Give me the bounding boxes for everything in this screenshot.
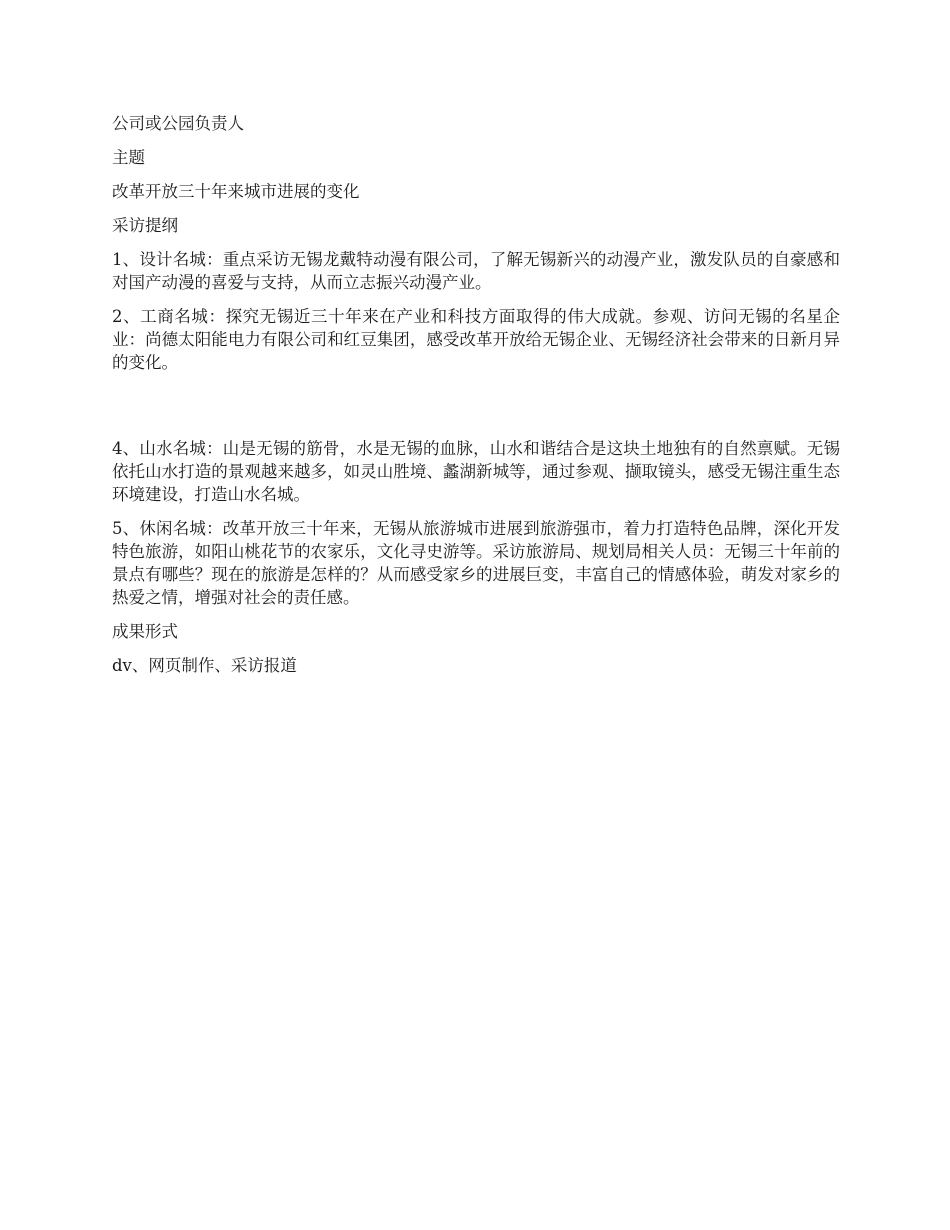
outline-item-4: 4、山水名城：山是无锡的筋骨，水是无锡的血脉，山水和谐结合是这块土地独有的自然禀赋。无锡依托山水打造的景观越来越多，如灵山胜境、蠡湖新城等，通过参观、撷取镜头，感受无锡注重生态环境建设，打造山水名城。	[112, 439, 840, 504]
result-heading: 成果形式	[112, 622, 178, 641]
topic-text: 改革开放三十年来城市进展的变化	[112, 182, 360, 201]
outline-heading: 采访提纲	[112, 216, 178, 235]
topic-heading: 主题	[112, 148, 145, 167]
blank-gap	[112, 385, 840, 437]
outline-item-1: 1、设计名城：重点采访无锡龙戴特动漫有限公司，了解无锡新兴的动漫产业，激发队员的自豪感和对国产动漫的喜爱与支持，从而立志振兴动漫产业。	[112, 250, 840, 292]
result-text: dv、网页制作、采访报道	[112, 656, 297, 675]
outline-item-2: 2、工商名城：探究无锡近三十年来在产业和科技方面取得的伟大成就。参观、访问无锡的名星企业：尚德太阳能电力有限公司和红豆集团，感受改革开放给无锡企业、无锡经济社会带来的日新月异的变化。	[112, 307, 840, 372]
contact-line: 公司或公园负责人	[112, 114, 244, 133]
document-page	[112, 112, 840, 688]
outline-item-5: 5、休闲名城：改革开放三十年来，无锡从旅游城市进展到旅游强市，着力打造特色品牌，深化开发特色旅游，如阳山桃花节的农家乐，文化寻史游等。采访旅游局、规划局相关人员：无锡三十年前的景点有哪些？现在的旅游是怎样的？从而感受家乡的进展巨变，丰富自己的情感体验，萌发对家乡的热爱之情，增强对社会的责任感。	[112, 519, 840, 607]
